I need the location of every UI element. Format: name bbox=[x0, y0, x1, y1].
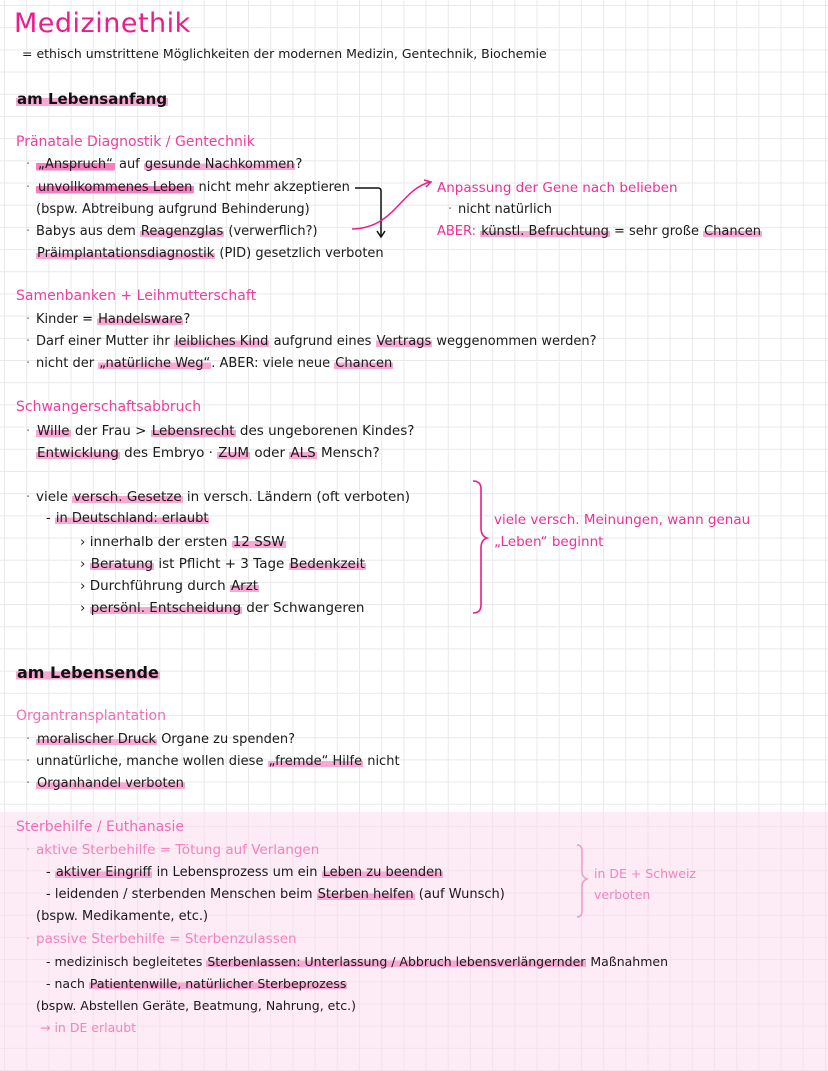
section-heading-end bbox=[16, 663, 160, 682]
bullet-dot: · bbox=[26, 489, 31, 505]
sterbe-passiv-item-2: - nach Patientenwille, natürlicher Sterbeprozess bbox=[46, 976, 347, 991]
sterbe-aktiv-side1: in DE + Schweiz bbox=[594, 866, 696, 881]
chevron-icon: › bbox=[80, 600, 86, 616]
pnd-bullet-3: · Babys aus dem Reagenzglas (verwerflich?) bbox=[26, 224, 318, 239]
sterbe-aktiv-item-1: - aktiver Eingriff in Lebensprozess um ein Leben zu beenden bbox=[46, 865, 443, 880]
bullet-dot: · bbox=[448, 202, 453, 217]
bullet-dot: · bbox=[26, 423, 31, 439]
abbruch-bullet-2: · viele versch. Gesetze in versch. Ländern (oft verboten) bbox=[26, 489, 411, 505]
sterbe-passiv-item-1: - medizinisch begleitetes Sterbenlassen: Unterlassung / Abbruch lebensverlängernder Maßnahmen bbox=[46, 954, 668, 969]
bullet-dot: · bbox=[26, 754, 31, 769]
abbruch-sub-2: › Beratung ist Pflicht + 3 Tage Bedenkzeit bbox=[80, 556, 365, 572]
abbruch-bullet-1-cont: Entwicklung des Embryo · ZUM oder ALS Mensch? bbox=[37, 445, 380, 461]
bullet-dot: · bbox=[26, 356, 31, 371]
samen-bullet-1: · Kinder = Handelsware? bbox=[26, 312, 191, 327]
chevron-icon: › bbox=[80, 578, 86, 594]
curved-arrow-icon bbox=[352, 180, 431, 229]
organ-bullet-3: · Organhandel verboten bbox=[26, 776, 184, 791]
sterbe-aktiv: · aktive Sterbehilfe = Tötung auf Verlangen bbox=[26, 842, 320, 858]
organ-bullet-1: · moralischer Druck Organe zu spenden? bbox=[26, 732, 295, 747]
page-title: Medizinethik bbox=[14, 8, 191, 39]
sterbe-passiv: · passive Sterbehilfe = Sterbenzulassen bbox=[26, 931, 297, 947]
definition: = ethisch umstrittene Möglichkeiten der modernen Medizin, Gentechnik, Biochemie bbox=[22, 46, 547, 61]
chevron-icon: › bbox=[80, 556, 86, 572]
samen-bullet-2: · Darf einer Mutter ihr leibliches Kind aufgrund eines Vertrags weggenommen werden? bbox=[26, 334, 597, 349]
bullet-dot: · bbox=[26, 842, 31, 858]
section-heading-start bbox=[16, 90, 168, 108]
section-heading-start-text: am Lebensanfang bbox=[17, 90, 168, 108]
bullet-dot: · bbox=[26, 732, 31, 747]
sterbe-aktiv-item-2: - leidenden / sterbenden Menschen beim Sterben helfen (auf Wunsch) bbox=[46, 887, 505, 902]
pnd-side-title: Anpassung der Gene nach belieben bbox=[437, 180, 678, 196]
pnd-bullet-2: · unvollkommenes Leben nicht mehr akzeptieren bbox=[26, 180, 350, 195]
chevron-icon: › bbox=[80, 534, 86, 550]
bracket-arrow-icon bbox=[355, 188, 385, 237]
samen-bullet-3: · nicht der „natürliche Weg“. ABER: viele neue Chancen bbox=[26, 356, 393, 371]
bullet-dot: · bbox=[26, 157, 31, 172]
pnd-side-aber: ABER: künstl. Befruchtung = sehr große Chancen bbox=[437, 224, 761, 239]
sterbe-aktiv-example: (bspw. Medikamente, etc.) bbox=[36, 909, 209, 924]
pnd-bullet-4: Präimplantationsdiagnostik (PID) gesetzlich verboten bbox=[37, 246, 384, 261]
subheading-pnd: Pränatale Diagnostik / Gentechnik bbox=[16, 134, 255, 150]
sterbe-passiv-example: (bspw. Abstellen Geräte, Beatmung, Nahrung, etc.) bbox=[36, 998, 356, 1013]
bullet-dot: · bbox=[26, 312, 31, 327]
abbruch-de: - in Deutschland: erlaubt bbox=[46, 511, 209, 526]
bullet-dot: · bbox=[26, 776, 31, 791]
pnd-bullet-1: · „Anspruch“ auf gesunde Nachkommen? bbox=[26, 157, 303, 172]
section-heading-end-text: am Lebensende bbox=[17, 663, 159, 682]
organ-bullet-2: · unnatürliche, manche wollen diese „fremde“ Hilfe nicht bbox=[26, 754, 400, 769]
pnd-side-item: · nicht natürlich bbox=[448, 202, 552, 217]
bullet-dot: · bbox=[26, 334, 31, 349]
bullet-dot: · bbox=[26, 931, 31, 947]
sterbe-passiv-result: → in DE erlaubt bbox=[40, 1020, 137, 1035]
abbruch-sub-3: › Durchführung durch Arzt bbox=[80, 578, 259, 594]
abbruch-bullet-1: · Wille der Frau > Lebensrecht des ungeborenen Kindes? bbox=[26, 423, 415, 439]
subheading-sterbe: Sterbehilfe / Euthanasie bbox=[16, 819, 184, 835]
subheading-abbruch: Schwangerschaftsabbruch bbox=[16, 399, 202, 415]
subheading-samen: Samenbanken + Leihmutterschaft bbox=[16, 288, 257, 304]
bullet-dot: · bbox=[26, 224, 31, 239]
abbruch-side-line2: „Leben“ beginnt bbox=[494, 534, 604, 550]
subheading-organ: Organtransplantation bbox=[16, 708, 166, 724]
abbruch-sub-4: › persönl. Entscheidung der Schwangeren bbox=[80, 600, 365, 616]
sterbe-aktiv-side2: verboten bbox=[594, 887, 651, 902]
abbruch-side-line1: viele versch. Meinungen, wann genau bbox=[494, 512, 751, 528]
abbruch-sub-1: › innerhalb der ersten 12 SSW bbox=[80, 534, 285, 550]
bullet-dot: · bbox=[26, 180, 31, 195]
pnd-bullet-2-cont: (bspw. Abtreibung aufgrund Behinderung) bbox=[36, 202, 310, 217]
curly-bracket-icon bbox=[473, 481, 487, 613]
